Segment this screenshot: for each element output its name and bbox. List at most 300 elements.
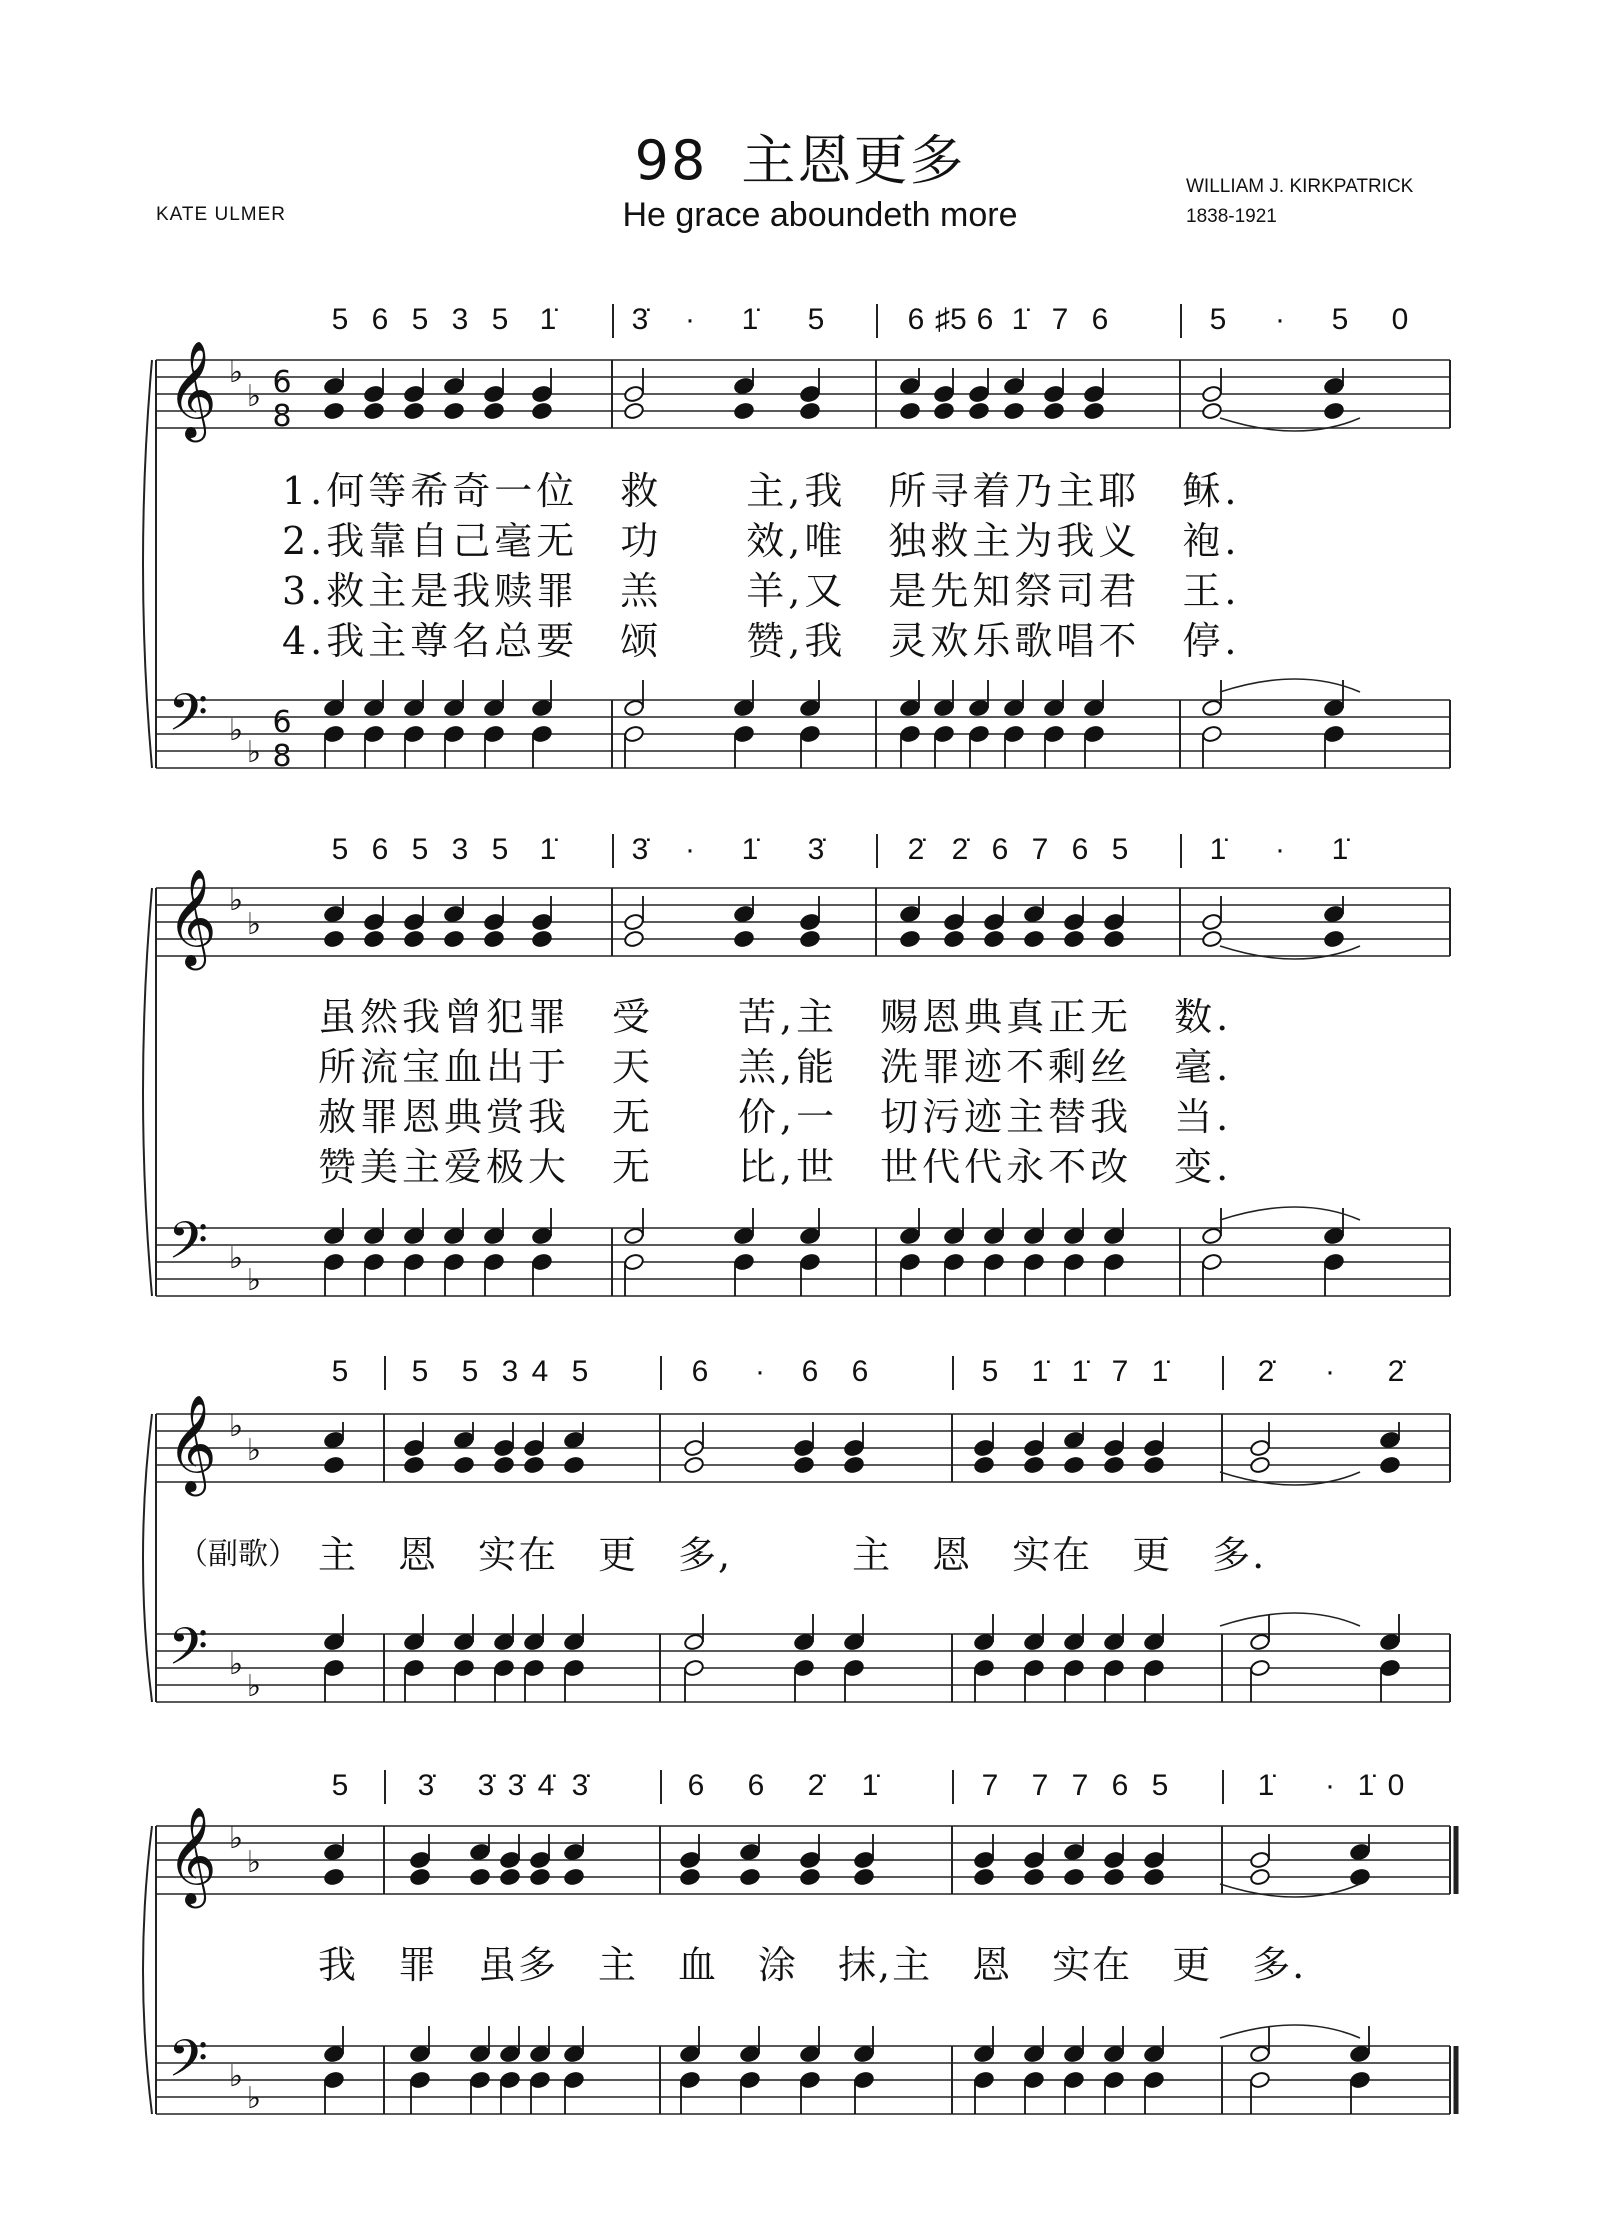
notehead — [933, 699, 954, 717]
time-sig-top: 6 — [272, 705, 292, 740]
notehead — [323, 699, 344, 717]
notehead — [531, 725, 552, 743]
notehead — [529, 2045, 550, 2063]
notehead — [973, 2071, 994, 2089]
jianpu-note: 5 — [411, 303, 429, 336]
notehead — [1143, 1659, 1164, 1677]
key-flat: ♭ — [228, 713, 244, 748]
verse-4-lyric-line: 4.我主尊名总要 颂 赞,我 灵欢乐歌唱不 停. — [282, 619, 1241, 663]
lyric-line: 赦罪恩典赏我 无 价,一 切污迹主替我 当. — [318, 1095, 1233, 1139]
composer-name: WILLIAM J. KIRKPATRICK — [1186, 176, 1414, 197]
notehead — [469, 2071, 490, 2089]
notehead — [323, 377, 344, 395]
notehead — [623, 725, 644, 743]
jianpu-note: ♯5 — [935, 303, 967, 336]
jianpu-barline — [1222, 1356, 1224, 1390]
key-flat: ♭ — [228, 1409, 244, 1444]
notehead — [793, 1456, 814, 1474]
notehead — [983, 913, 1004, 931]
jianpu-barline — [876, 304, 878, 338]
system-brace — [143, 1826, 152, 2114]
jianpu-note: 1̇ — [539, 303, 557, 336]
notehead — [493, 1633, 514, 1651]
notehead — [623, 1227, 644, 1245]
notehead — [523, 1456, 544, 1474]
notehead — [403, 385, 424, 403]
notehead — [899, 699, 920, 717]
key-flat: ♭ — [228, 1647, 244, 1682]
jianpu-note: 1̇ — [1151, 1355, 1169, 1388]
notehead — [799, 913, 820, 931]
jianpu-note: 3 — [451, 303, 469, 336]
notehead — [733, 1227, 754, 1245]
notehead — [679, 2071, 700, 2089]
notehead — [1023, 905, 1044, 923]
notehead — [1249, 1851, 1270, 1869]
jianpu-note: 1̇ — [539, 833, 557, 866]
notehead — [403, 1253, 424, 1271]
notehead — [799, 699, 820, 717]
notehead — [1323, 905, 1344, 923]
jianpu-note: 6 — [371, 833, 389, 866]
tie — [1220, 1613, 1360, 1626]
notehead — [1023, 1439, 1044, 1457]
jianpu-note: 5 — [461, 1355, 479, 1388]
jianpu-note: 1̇ — [1011, 303, 1029, 336]
notehead — [899, 1227, 920, 1245]
jianpu-note: 1̇ — [741, 833, 759, 866]
notehead — [529, 2071, 550, 2089]
notehead — [499, 2045, 520, 2063]
treble-clef: 𝄞 — [167, 1394, 217, 1492]
notehead — [1063, 1227, 1084, 1245]
notehead — [453, 1431, 474, 1449]
jianpu-note: 3̇ — [507, 1769, 525, 1802]
jianpu-note: 6 — [976, 303, 994, 336]
notehead — [1249, 1659, 1270, 1677]
tie — [1220, 1207, 1360, 1220]
notehead — [453, 1633, 474, 1651]
tie — [1220, 1472, 1360, 1485]
notehead — [1379, 1456, 1400, 1474]
jianpu-note: 5 — [411, 833, 429, 866]
notehead — [623, 699, 644, 717]
notehead — [409, 1868, 430, 1886]
jianpu-note: 7 — [1031, 833, 1049, 866]
jianpu-note: 7 — [1071, 1769, 1089, 1802]
jianpu-note: 5 — [491, 303, 509, 336]
jianpu-note: 3̇ — [807, 833, 825, 866]
notehead — [1103, 1253, 1124, 1271]
notehead — [1023, 1868, 1044, 1886]
notehead — [499, 1868, 520, 1886]
chorus-label: （副歌） — [178, 1537, 298, 1572]
notehead — [1201, 725, 1222, 743]
notehead — [799, 402, 820, 420]
notehead — [1201, 385, 1222, 403]
system-brace — [143, 888, 152, 1296]
notehead — [1143, 1439, 1164, 1457]
notehead — [1023, 1456, 1044, 1474]
jianpu-note: 5 — [331, 303, 349, 336]
notehead — [563, 2045, 584, 2063]
notehead — [1003, 725, 1024, 743]
jianpu-note: 6 — [691, 1355, 709, 1388]
lyricist: KATE ULMER — [156, 204, 287, 225]
notehead — [1103, 930, 1124, 948]
notehead — [1003, 699, 1024, 717]
notehead — [943, 930, 964, 948]
jianpu-note: 6 — [801, 1355, 819, 1388]
system-brace — [143, 1414, 152, 1702]
notehead — [679, 2045, 700, 2063]
notehead — [403, 402, 424, 420]
jianpu-note: 5 — [1209, 303, 1227, 336]
jianpu-note: 1̇ — [861, 1769, 879, 1802]
notehead — [843, 1439, 864, 1457]
notehead — [1249, 1633, 1270, 1651]
notehead — [899, 1253, 920, 1271]
jianpu-note: 7 — [1031, 1769, 1049, 1802]
treble-clef: 𝄞 — [167, 868, 217, 966]
jianpu-note: 5 — [331, 1769, 349, 1802]
notehead — [443, 1227, 464, 1245]
key-flat: ♭ — [228, 355, 244, 390]
jianpu-note: 6 — [851, 1355, 869, 1388]
notehead — [1143, 1851, 1164, 1869]
notehead — [403, 1456, 424, 1474]
jianpu-barline — [660, 1356, 662, 1390]
notehead — [1323, 1227, 1344, 1245]
time-sig-bottom: 8 — [272, 399, 292, 434]
notehead — [1201, 1227, 1222, 1245]
notehead — [469, 1843, 490, 1861]
jianpu-note: 6 — [1111, 1769, 1129, 1802]
notehead — [1349, 2071, 1370, 2089]
notehead — [899, 725, 920, 743]
notehead — [563, 1431, 584, 1449]
composer-years: 1838-1921 — [1186, 206, 1277, 227]
notehead — [483, 913, 504, 931]
notehead — [323, 402, 344, 420]
jianpu-note: · — [1275, 303, 1285, 336]
notehead — [523, 1439, 544, 1457]
jianpu-barline — [876, 834, 878, 868]
song-number: 98 — [634, 129, 708, 192]
notehead — [531, 930, 552, 948]
notehead — [1063, 1633, 1084, 1651]
notehead — [499, 2071, 520, 2089]
notehead — [799, 725, 820, 743]
notehead — [1349, 1868, 1370, 1886]
jianpu-note: 5 — [331, 1355, 349, 1388]
notehead — [403, 1633, 424, 1651]
key-flat: ♭ — [246, 1669, 262, 1704]
notehead — [1201, 930, 1222, 948]
notehead — [1323, 1253, 1344, 1271]
notehead — [1323, 377, 1344, 395]
tie — [1220, 946, 1360, 959]
notehead — [1103, 2045, 1124, 2063]
notehead — [623, 1253, 644, 1271]
jianpu-note: 2̇ — [1257, 1355, 1275, 1388]
notehead — [1083, 402, 1104, 420]
jianpu-barline — [660, 1770, 662, 1804]
notehead — [739, 1843, 760, 1861]
notehead — [363, 725, 384, 743]
notehead — [323, 1456, 344, 1474]
notehead — [493, 1456, 514, 1474]
notehead — [943, 1253, 964, 1271]
notehead — [1103, 1633, 1124, 1651]
notehead — [1023, 1851, 1044, 1869]
notehead — [968, 402, 989, 420]
notehead — [1063, 1659, 1084, 1677]
notehead — [483, 1253, 504, 1271]
notehead — [563, 1843, 584, 1861]
jianpu-note: 0 — [1387, 1769, 1405, 1802]
notehead — [443, 402, 464, 420]
notehead — [409, 2071, 430, 2089]
notehead — [563, 1633, 584, 1651]
notehead — [443, 1253, 464, 1271]
notehead — [1323, 725, 1344, 743]
notehead — [563, 1659, 584, 1677]
notehead — [443, 725, 464, 743]
key-flat: ♭ — [246, 379, 262, 414]
notehead — [1249, 1868, 1270, 1886]
notehead — [799, 2071, 820, 2089]
notehead — [1003, 402, 1024, 420]
notehead — [531, 1253, 552, 1271]
notehead — [363, 913, 384, 931]
jianpu-row — [0, 1350, 1600, 1394]
notehead — [1103, 1659, 1124, 1677]
key-flat: ♭ — [246, 1845, 262, 1880]
notehead — [1063, 2045, 1084, 2063]
notehead — [793, 1439, 814, 1457]
notehead — [1379, 1431, 1400, 1449]
notehead — [899, 930, 920, 948]
notehead — [739, 2045, 760, 2063]
notehead — [933, 725, 954, 743]
jianpu-note: 5 — [981, 1355, 999, 1388]
notehead — [1349, 2045, 1370, 2063]
notehead — [1103, 2071, 1124, 2089]
lyric-line: 虽然我曾犯罪 受 苦,主 赐恩典真正无 数. — [318, 995, 1233, 1039]
notehead — [1063, 1253, 1084, 1271]
tie — [1220, 1884, 1360, 1897]
notehead — [1323, 930, 1344, 948]
notehead — [799, 1227, 820, 1245]
jianpu-row — [0, 1764, 1600, 1808]
notehead — [983, 1227, 1004, 1245]
notehead — [733, 377, 754, 395]
notehead — [1249, 2071, 1270, 2089]
notehead — [1023, 1227, 1044, 1245]
bass-clef: 𝄢 — [168, 2028, 208, 2101]
key-flat: ♭ — [246, 907, 262, 942]
notehead — [983, 930, 1004, 948]
key-flat: ♭ — [246, 1433, 262, 1468]
jianpu-note: 7 — [1111, 1355, 1129, 1388]
notehead — [679, 1851, 700, 1869]
notehead — [1083, 385, 1104, 403]
notehead — [323, 2045, 344, 2063]
notehead — [853, 2071, 874, 2089]
jianpu-note: 4 — [531, 1355, 549, 1388]
notehead — [1063, 913, 1084, 931]
jianpu-note: · — [755, 1355, 765, 1388]
notehead — [733, 1253, 754, 1271]
notehead — [1103, 1851, 1124, 1869]
notehead — [623, 930, 644, 948]
notehead — [1379, 1633, 1400, 1651]
jianpu-note: 2̇ — [1387, 1355, 1405, 1388]
notehead — [853, 1851, 874, 1869]
notehead — [1083, 725, 1104, 743]
notehead — [403, 1227, 424, 1245]
notehead — [323, 905, 344, 923]
notehead — [1323, 699, 1344, 717]
notehead — [323, 1868, 344, 1886]
notehead — [531, 402, 552, 420]
key-flat: ♭ — [228, 2059, 244, 2094]
jianpu-barline — [1180, 304, 1182, 338]
system-brace — [143, 360, 152, 768]
notehead — [1023, 2045, 1044, 2063]
notehead — [403, 913, 424, 931]
notehead — [968, 699, 989, 717]
notehead — [1103, 1456, 1124, 1474]
notehead — [623, 402, 644, 420]
notehead — [899, 377, 920, 395]
jianpu-note: 1̇ — [1071, 1355, 1089, 1388]
notehead — [1201, 402, 1222, 420]
notehead — [323, 1253, 344, 1271]
jianpu-note: 5 — [1151, 1769, 1169, 1802]
notehead — [363, 402, 384, 420]
notehead — [531, 913, 552, 931]
notehead — [1323, 402, 1344, 420]
lyric-line: 我 罪 虽多 主 血 涂 抹,主 恩 实在 更 多. — [318, 1943, 1307, 1987]
notehead — [563, 1868, 584, 1886]
notehead — [1143, 1633, 1164, 1651]
jianpu-note: 1̇ — [1257, 1769, 1275, 1802]
notehead — [483, 699, 504, 717]
lyric-line: 赞美主爱极大 无 比,世 世代代永不改 变. — [318, 1145, 1233, 1189]
bass-clef: 𝄢 — [168, 1210, 208, 1283]
notehead — [483, 385, 504, 403]
jianpu-note: 6 — [687, 1769, 705, 1802]
notehead — [443, 930, 464, 948]
notehead — [563, 2071, 584, 2089]
notehead — [493, 1439, 514, 1457]
key-flat: ♭ — [246, 1263, 262, 1298]
notehead — [499, 1851, 520, 1869]
jianpu-note: 4̇ — [537, 1769, 555, 1802]
notehead — [1043, 725, 1064, 743]
notehead — [483, 1227, 504, 1245]
notehead — [943, 1227, 964, 1245]
notehead — [1063, 930, 1084, 948]
notehead — [483, 930, 504, 948]
jianpu-row — [0, 828, 1600, 872]
notehead — [799, 2045, 820, 2063]
notehead — [733, 402, 754, 420]
jianpu-note: 3̇ — [571, 1769, 589, 1802]
notehead — [1143, 2045, 1164, 2063]
notehead — [323, 1843, 344, 1861]
jianpu-note: 6 — [1071, 833, 1089, 866]
jianpu-note: 2̇ — [907, 833, 925, 866]
notehead — [453, 1659, 474, 1677]
notehead — [1043, 385, 1064, 403]
notehead — [968, 725, 989, 743]
verse-2-lyric-line: 2.我靠自己毫无 功 效,唯 独救主为我义 袍. — [282, 519, 1241, 563]
lyric-line: 所流宝血出于 天 羔,能 洗罪迹不剩丝 毫. — [318, 1045, 1233, 1089]
tie — [1220, 2025, 1360, 2038]
notehead — [853, 1868, 874, 1886]
key-flat: ♭ — [228, 883, 244, 918]
notehead — [483, 402, 504, 420]
notehead — [443, 699, 464, 717]
jianpu-note: 7 — [1051, 303, 1069, 336]
notehead — [1063, 1456, 1084, 1474]
notehead — [973, 1851, 994, 1869]
notehead — [1063, 1843, 1084, 1861]
time-sig-bottom: 8 — [272, 739, 292, 774]
jianpu-note: 1̇ — [1031, 1355, 1049, 1388]
notehead — [1023, 930, 1044, 948]
notehead — [323, 725, 344, 743]
treble-clef: 𝄞 — [167, 1806, 217, 1904]
notehead — [679, 1868, 700, 1886]
notehead — [443, 905, 464, 923]
notehead — [793, 1659, 814, 1677]
notehead — [523, 1659, 544, 1677]
notehead — [973, 1456, 994, 1474]
jianpu-note: 3̇ — [631, 303, 649, 336]
notehead — [493, 1659, 514, 1677]
notehead — [933, 385, 954, 403]
notehead — [323, 1633, 344, 1651]
notehead — [733, 905, 754, 923]
notehead — [403, 930, 424, 948]
jianpu-note: 5 — [571, 1355, 589, 1388]
notehead — [323, 2071, 344, 2089]
jianpu-note: 6 — [747, 1769, 765, 1802]
notehead — [1043, 699, 1064, 717]
notehead — [403, 699, 424, 717]
jianpu-barline — [384, 1770, 386, 1804]
notehead — [1023, 1659, 1044, 1677]
notehead — [968, 385, 989, 403]
jianpu-note: 3̇ — [631, 833, 649, 866]
jianpu-note: 3 — [501, 1355, 519, 1388]
bass-clef: 𝄢 — [168, 682, 208, 755]
notehead — [531, 699, 552, 717]
key-flat: ♭ — [246, 735, 262, 770]
notehead — [843, 1456, 864, 1474]
notehead — [1201, 1253, 1222, 1271]
jianpu-note: 1̇ — [1331, 833, 1349, 866]
notehead — [1143, 1868, 1164, 1886]
jianpu-barline — [1180, 834, 1182, 868]
notehead — [323, 1431, 344, 1449]
jianpu-barline — [612, 834, 614, 868]
notehead — [531, 1227, 552, 1245]
